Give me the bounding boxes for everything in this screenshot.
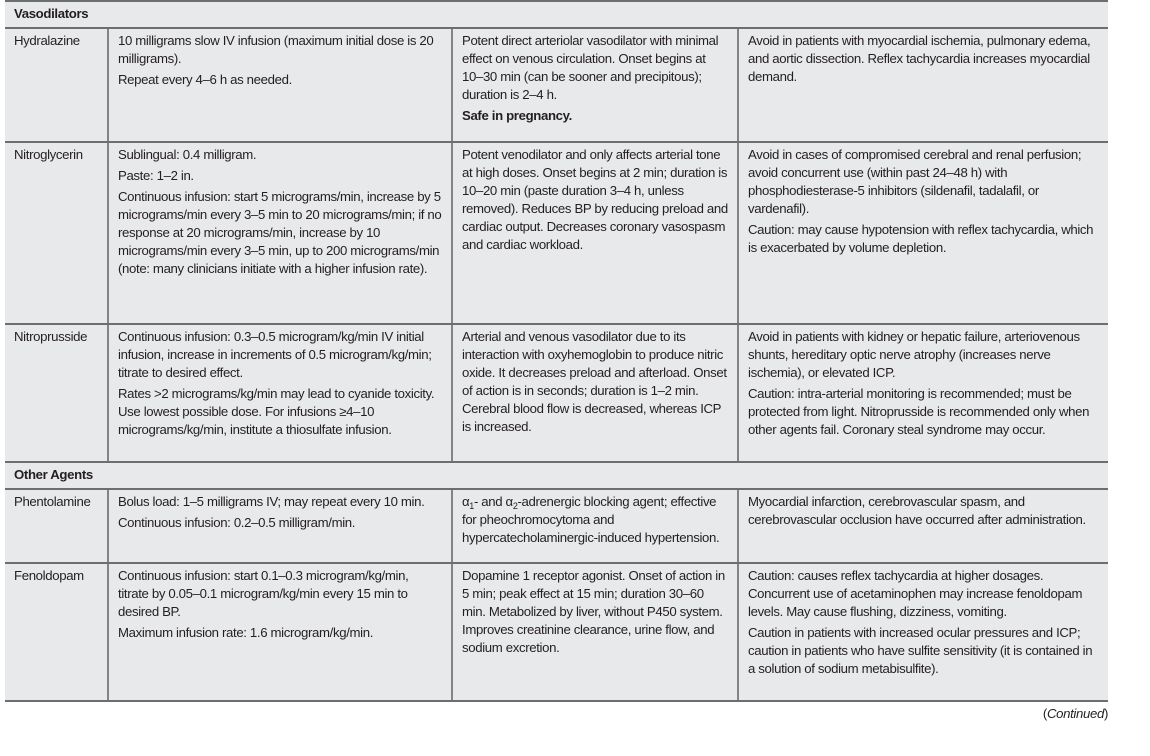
dosing-text: Rates >2 micrograms/kg/min may lead to cyanide toxicity. Use lowest possible dose. For infusions ≥4–10 micrograms/kg/min, institute a thiosulfate infusion. xyxy=(118,386,435,437)
cautions-text: Avoid in patients with myocardial ischemia, pulmonary edema, and aortic dissection. Reflex tachycardia increases myocardial demand. xyxy=(748,33,1091,84)
mechanism-cell xyxy=(452,324,738,462)
subscript-2: 2 xyxy=(512,501,518,511)
mechanism-text: Dopamine 1 receptor agonist. Onset of action in 5 min; peak effect at 15 min; duration 30–60 min. Metabolized by liver, without P450 system. Improves creatinine clearance, urine flow, and sodium excretion. xyxy=(462,568,725,655)
section-title: Vasodilators xyxy=(5,2,1108,28)
cautions-text: Caution in patients with increased ocular pressures and ICP; caution in patients who have sulfite sensitivity (it is contained in a solution of sodium metabisulfite). xyxy=(748,625,1093,676)
dosing-text: Continuous infusion: 0.2–0.5 milligram/min. xyxy=(118,515,356,530)
drug-name: Hydralazine xyxy=(5,28,108,142)
cautions-text: Avoid in cases of compromised cerebral and renal perfusion; avoid concurrent use (within past 24–48 h) with phosphodiesterase-5 inhibitors (sildenafil, tadalafil, or vardenafil). xyxy=(748,147,1082,216)
dosing-text: Continuous infusion: start 0.1–0.3 microgram/kg/min, titrate by 0.05–0.1 microgram/kg/min every 15 min to desired BP. xyxy=(118,568,409,619)
antihypertensive-drug-table xyxy=(5,2,1108,702)
table-row-hydralazine xyxy=(5,28,1108,142)
mechanism-text-mid: - and α xyxy=(473,494,513,509)
mechanism-text: Potent direct arteriolar vasodilator with minimal effect on venous circulation. Onset begins at 10–30 min (can be sooner and precipitous); duration is 2–4 h. xyxy=(462,33,719,102)
continued-note xyxy=(1043,706,1108,721)
dosing-text: Sublingual: 0.4 milligram. xyxy=(118,147,257,162)
dosing-cell xyxy=(108,324,452,462)
section-title: Other Agents xyxy=(5,462,1108,489)
cautions-text: Myocardial infarction, cerebrovascular spasm, and cerebrovascular occlusion have occurred after administration. xyxy=(748,494,1086,527)
table-row-nitroprusside xyxy=(5,324,1108,462)
dosing-cell xyxy=(108,28,452,142)
drug-name: Nitroglycerin xyxy=(5,142,108,324)
mechanism-cell xyxy=(452,142,738,324)
mechanism-text xyxy=(462,493,728,547)
dosing-text: Continuous infusion: start 5 micrograms/min, increase by 5 micrograms/min every 3–5 min to 20 micrograms/min; if no response at 20 micrograms/min, increase by 10 micrograms/min every 3–5 min, up to 200 micrograms/min (note: many clinicians initiate with a higher infusion rate). xyxy=(118,189,442,276)
cautions-text: Caution: intra-arterial monitoring is recommended; must be protected from light. Nitroprusside is recommended only when other agents fail. Coronary steal syndrome may occur. xyxy=(748,386,1090,437)
mechanism-cell xyxy=(452,28,738,142)
dosing-cell xyxy=(108,142,452,324)
cautions-text: Caution: may cause hypotension with reflex tachycardia, which is exacerbated by volume depletion. xyxy=(748,222,1094,255)
dosing-text: Continuous infusion: 0.3–0.5 microgram/kg/min IV initial infusion, increase in increments of 0.5 microgram/kg/min; titrate to desired effect. xyxy=(118,329,432,380)
dosing-cell xyxy=(108,489,452,563)
mechanism-cell xyxy=(452,563,738,701)
dosing-text: 10 milligrams slow IV infusion (maximum initial dose is 20 milligrams). xyxy=(118,33,434,66)
dosing-cell xyxy=(108,563,452,701)
continued-label: Continued xyxy=(1046,706,1104,721)
cautions-cell xyxy=(738,489,1108,563)
cautions-text: Caution: causes reflex tachycardia at higher dosages. Concurrent use of acetaminophen may increase fenoldopam levels. May cause flushing, dizziness, vomiting. xyxy=(748,568,1083,619)
drug-name: Phentolamine xyxy=(5,489,108,563)
dosing-text: Maximum infusion rate: 1.6 microgram/kg/min. xyxy=(118,625,374,640)
pregnancy-safety-note: Safe in pregnancy. xyxy=(462,108,572,123)
mechanism-cell xyxy=(452,489,738,563)
cautions-cell xyxy=(738,324,1108,462)
dosing-text: Repeat every 4–6 h as needed. xyxy=(118,72,292,87)
drug-name: Fenoldopam xyxy=(5,563,108,701)
section-header-other-agents xyxy=(5,462,1108,489)
table-row-phentolamine xyxy=(5,489,1108,563)
subscript-1: 1 xyxy=(469,501,474,511)
paren-close: ) xyxy=(1103,706,1108,721)
dosing-text: Paste: 1–2 in. xyxy=(118,168,194,183)
alpha-symbol: α xyxy=(462,494,470,509)
cautions-cell xyxy=(738,28,1108,142)
paren-open: ( xyxy=(1042,706,1047,721)
drug-name: Nitroprusside xyxy=(5,324,108,462)
cautions-text: Avoid in patients with kidney or hepatic failure, arteriovenous shunts, hereditary optic nerve atrophy (increases nerve ischemia), or elevated ICP. xyxy=(748,329,1080,380)
table-row-fenoldopam xyxy=(5,563,1108,701)
mechanism-text: Potent venodilator and only affects arterial tone at high doses. Onset begins at 2 min; duration is 10–20 min (paste duration 3–4 h, unless removed). Reduces BP by reducing preload and cardiac output. Decreases coronary vasospasm and cardiac workload. xyxy=(462,147,728,252)
drug-table-container xyxy=(5,0,1108,702)
mechanism-text: Arterial and venous vasodilator due to its interaction with oxyhemoglobin to produce nitric oxide. It decreases preload and afterload. Onset of action is in seconds; duration is 1–2 min. Cerebral blood flow is decreased, whereas ICP is increased. xyxy=(462,329,727,434)
mechanism-text-rest: -adrenergic blocking agent; effective for pheochromocytoma and hypercatecholaminergic-induced hypertension. xyxy=(462,494,720,545)
cautions-cell xyxy=(738,563,1108,701)
table-row-nitroglycerin xyxy=(5,142,1108,324)
section-header-vasodilators xyxy=(5,2,1108,28)
dosing-text: Bolus load: 1–5 milligrams IV; may repeat every 10 min. xyxy=(118,494,425,509)
cautions-cell xyxy=(738,142,1108,324)
